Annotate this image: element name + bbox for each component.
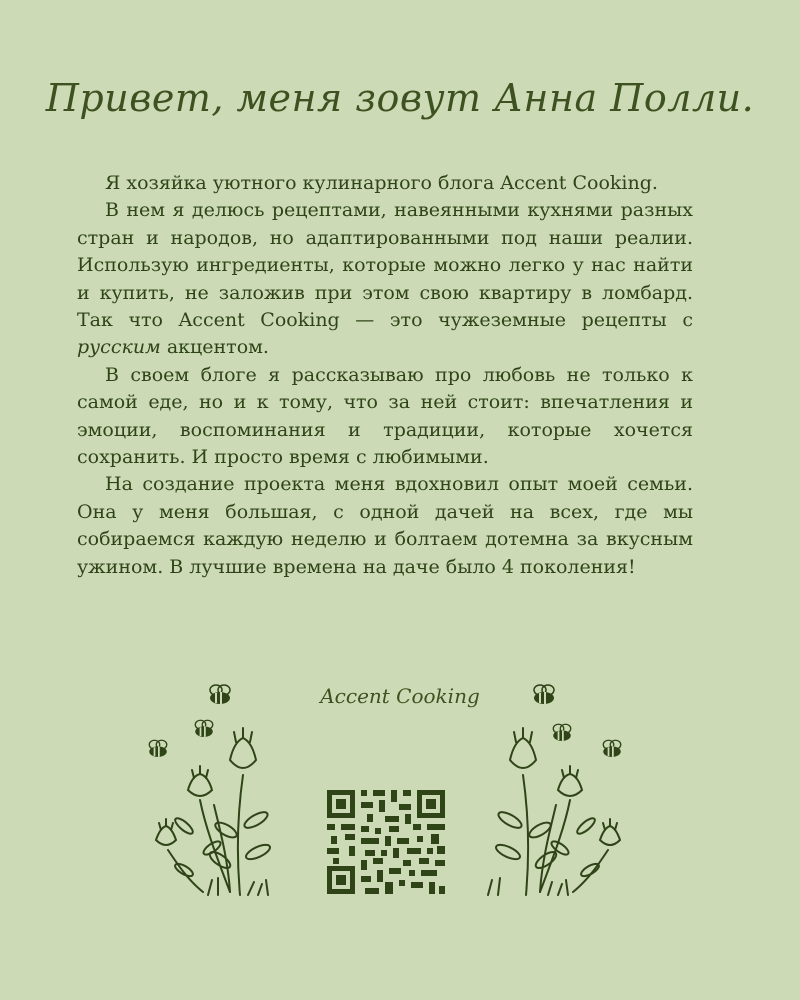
paragraph-1: [77, 170, 693, 197]
flower-illustration-left: [148, 680, 298, 900]
paragraph-2-text: В нем я делюсь рецептами, навеянными кухнями разных стран и народов, но адаптированными под наши реалии. Использую ингредиенты, которые можно легко у нас найти и купить, не заложив при этом свою квартиру в ломбард. Так что Accent Cooking — это чужеземные рецепты с: [77, 199, 693, 332]
paragraph-4: [77, 471, 693, 581]
intro-text: [77, 170, 693, 581]
paragraph-3: [77, 362, 693, 472]
bee-icon: [190, 718, 218, 740]
page-title: Привет, меня зовут Анна Полли.: [45, 76, 755, 120]
flower-illustration-right: [478, 680, 638, 900]
bee-icon: [144, 738, 172, 760]
bee-icon: [204, 684, 236, 706]
bee-icon: [548, 722, 576, 744]
paragraph-2-end: акцентом.: [160, 336, 269, 359]
qr-code-icon: [327, 790, 445, 894]
brand-name: Accent Cooking: [320, 684, 480, 708]
paragraph-1-text: Я хозяйка уютного кулинарного блога Accent Cooking.: [105, 172, 658, 194]
paragraph-3-text: В своем блоге я рассказываю про любовь не только к самой еде, но и к тому, что за ней стоит: впечатления и эмоции, воспоминания и традиции, которые хочется сохранить. И просто время с любимыми.: [77, 363, 693, 469]
paragraph-2-emphasis: русским: [77, 336, 161, 359]
bee-icon: [528, 684, 560, 706]
paragraph-4-text: На создание проекта меня вдохновил опыт моей семьи. Она у меня большая, с одной дачей на всех, где мы собираемся каждую неделю и болтаем дотемна за вкусным ужином. В лучшие времена на даче было 4 поколения!: [77, 473, 693, 578]
bee-icon: [598, 738, 626, 760]
paragraph-2: [77, 197, 693, 361]
